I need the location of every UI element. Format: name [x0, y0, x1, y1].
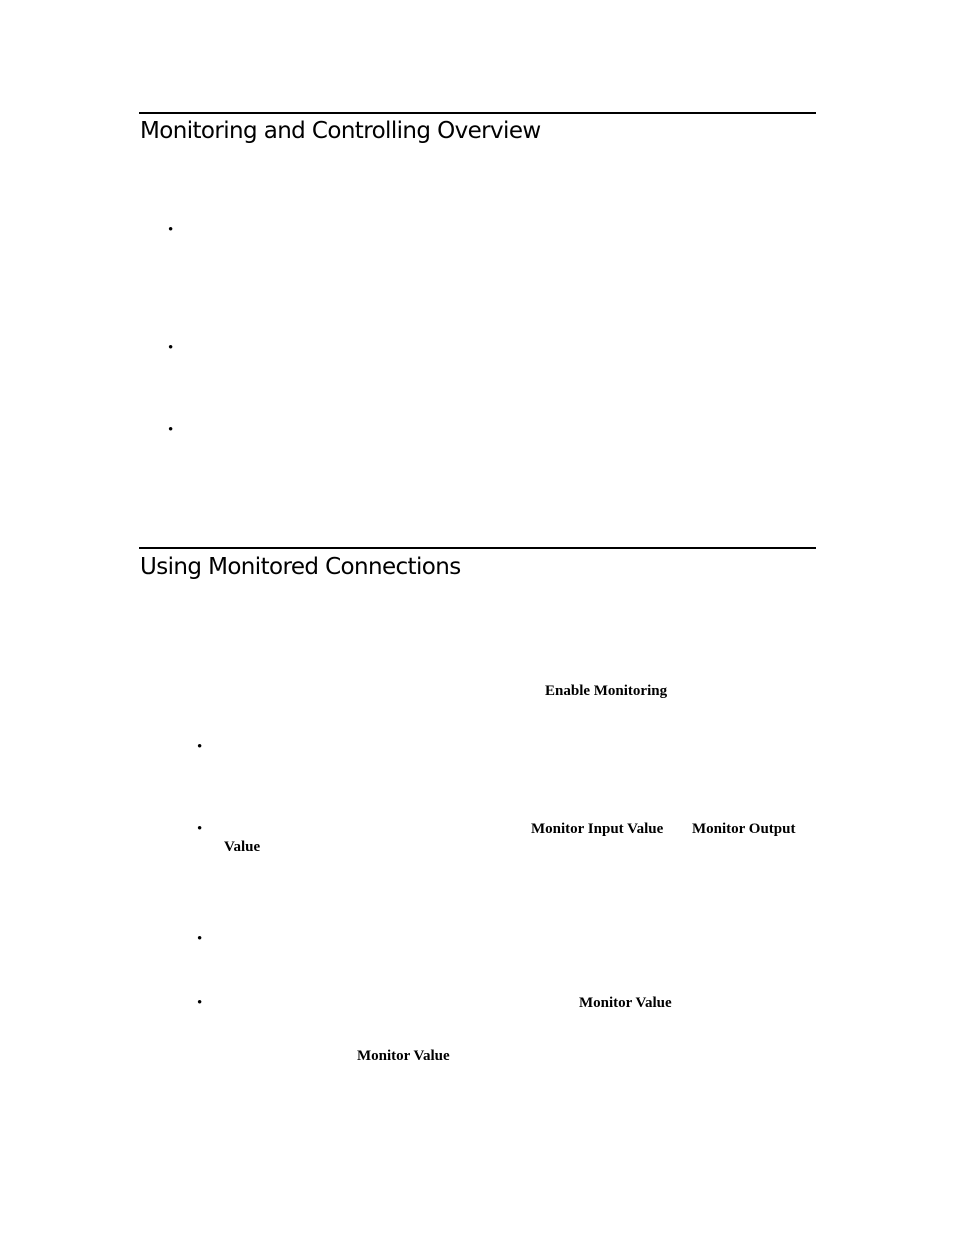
section-heading-2: Using Monitored Connections	[140, 554, 461, 580]
term-monitor-value-2: Monitor Value	[357, 1048, 450, 1064]
term-enable-monitoring: Enable Monitoring	[545, 683, 668, 699]
bullet-2: •	[168, 340, 174, 356]
bullet-4: •	[197, 739, 203, 755]
bullet-5: •	[197, 821, 203, 837]
term-monitor-output: Monitor Output	[692, 821, 796, 837]
term-value: Value	[224, 839, 261, 855]
section-rule-2	[139, 547, 816, 549]
term-monitor-input-value: Monitor Input Value	[531, 821, 664, 837]
bullet-3: •	[168, 422, 174, 438]
bullet-1: •	[168, 222, 174, 238]
bullet-6: •	[197, 931, 203, 947]
bullet-7: •	[197, 995, 203, 1011]
section-heading-1: Monitoring and Controlling Overview	[140, 118, 541, 144]
term-monitor-value-1: Monitor Value	[579, 995, 672, 1011]
section-rule-1	[139, 112, 816, 114]
